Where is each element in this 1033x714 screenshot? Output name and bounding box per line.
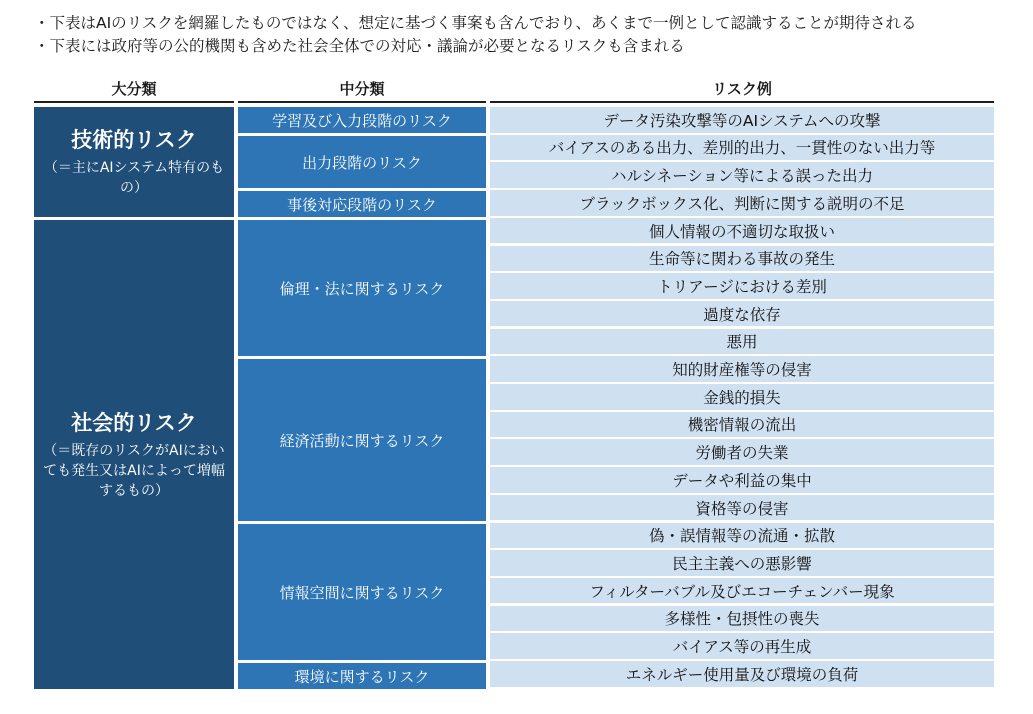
- risk-example: 機密情報の流出: [490, 412, 994, 438]
- risk-example: 多様性・包摂性の喪失: [490, 606, 994, 632]
- header-rule-example: [490, 101, 994, 103]
- major-category-note: （＝既存のリスクがAIにおいても発生又はAIによって増幅するもの）: [43, 442, 225, 499]
- header-rule-middle: [238, 101, 486, 103]
- risk-example: 個人情報の不適切な取扱い: [490, 218, 994, 244]
- risk-example: 金銭的損失: [490, 384, 994, 410]
- risk-example: トリアージにおける差別: [490, 273, 994, 299]
- risk-example: 労働者の失業: [490, 439, 994, 465]
- risk-example: バイアス等の再生成: [490, 633, 994, 659]
- risk-example: エネルギー使用量及び環境の負荷: [490, 661, 994, 687]
- risk-example: データや利益の集中: [490, 467, 994, 493]
- note-2: ・下表には政府等の公的機関も含めた社会全体での対応・議論が必要となるリスクも含まれる: [34, 37, 685, 55]
- risk-example: 民主主義への悪影響: [490, 550, 994, 576]
- risk-example: ブラックボックス化、判断に関する説明の不足: [490, 190, 994, 216]
- risk-example: バイアスのある出力、差別的出力、一貫性のない出力等: [490, 135, 994, 161]
- middle-category-ethics-law: 倫理・法に関するリスク: [238, 220, 486, 356]
- header-rule-major: [34, 101, 234, 103]
- major-category-social: [34, 220, 234, 689]
- risk-example: 知的財産権等の侵害: [490, 356, 994, 382]
- risk-example: 悪用: [490, 329, 994, 355]
- major-category-note: （＝主にAIシステム特有のもの）: [43, 160, 225, 196]
- risk-example: 過度な依存: [490, 301, 994, 327]
- middle-category-output: 出力段階のリスク: [238, 136, 486, 188]
- middle-category-environment: 環境に関するリスク: [238, 663, 486, 689]
- risk-example: ハルシネーション等による誤った出力: [490, 162, 994, 188]
- header-example: リスク例: [712, 80, 772, 98]
- middle-category-economy: 経済活動に関するリスク: [238, 359, 486, 521]
- risk-example: データ汚染攻撃等のAIシステムへの攻撃: [490, 107, 994, 133]
- major-category-technical: [34, 107, 234, 217]
- risk-example: 資格等の侵害: [490, 495, 994, 521]
- note-1: ・下表はAIのリスクを網羅したものではなく、想定に基づく事案も含んでおり、あくまで一例として認識することが期待される: [34, 14, 917, 32]
- major-category-title: 技術的リスク: [71, 128, 197, 152]
- header-major: 大分類: [111, 80, 157, 98]
- middle-category-input: 学習及び入力段階のリスク: [238, 107, 486, 133]
- middle-category-info-space: 情報空間に関するリスク: [238, 524, 486, 660]
- header-middle: 中分類: [339, 80, 385, 98]
- risk-example: 生命等に関わる事故の発生: [490, 246, 994, 272]
- major-category-title: 社会的リスク: [71, 410, 197, 435]
- risk-example: フィルターバブル及びエコーチェンバー現象: [490, 578, 994, 604]
- notes: [34, 12, 917, 58]
- middle-category-post: 事後対応段階のリスク: [238, 191, 486, 217]
- risk-example: 偽・誤情報等の流通・拡散: [490, 523, 994, 549]
